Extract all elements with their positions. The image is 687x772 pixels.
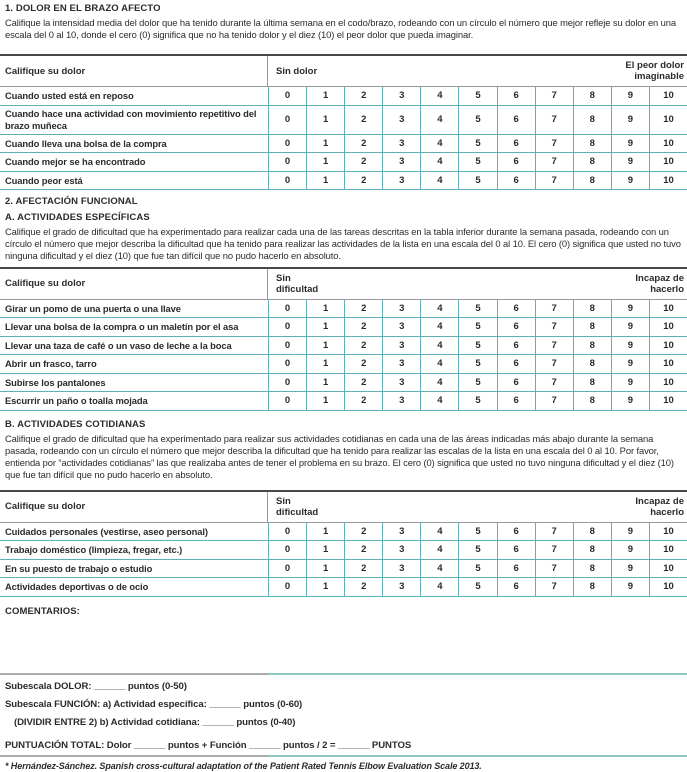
section-pain-title: 1. DOLOR EN EL BRAZO AFECTO — [5, 3, 161, 14]
pain-rating-table — [0, 54, 687, 190]
scale-option-7[interactable]: 7 — [535, 337, 573, 355]
table-row — [0, 106, 687, 135]
scale-option-5[interactable]: 5 — [458, 578, 496, 596]
scale-option-8[interactable]: 8 — [573, 337, 611, 355]
scale-option-5[interactable]: 5 — [458, 153, 496, 171]
table-header-caption: Califique su dolor — [0, 492, 268, 522]
scale-option-10[interactable]: 10 — [649, 300, 687, 318]
scale-option-1[interactable]: 1 — [306, 374, 344, 392]
scale-option-0[interactable]: 0 — [268, 153, 306, 171]
scale-option-6[interactable]: 6 — [497, 578, 535, 596]
scale-option-4[interactable]: 4 — [420, 300, 458, 318]
scale-option-8[interactable]: 8 — [573, 523, 611, 541]
scale-option-7[interactable]: 7 — [535, 87, 573, 105]
scale-option-2[interactable]: 2 — [344, 560, 382, 578]
scale-option-8[interactable]: 8 — [573, 578, 611, 596]
scale-max-label: El peor dolor imaginable — [625, 60, 684, 82]
scale-option-3[interactable]: 3 — [382, 135, 420, 153]
table-header — [0, 269, 687, 300]
scale-option-0[interactable]: 0 — [268, 87, 306, 105]
scale-option-7[interactable]: 7 — [535, 172, 573, 190]
scale-min-label: Sin dificultad — [276, 272, 319, 295]
scale-option-4[interactable]: 4 — [420, 106, 458, 134]
scale-option-0[interactable]: 0 — [268, 355, 306, 373]
scale-option-0[interactable]: 0 — [268, 560, 306, 578]
total-score-line: PUNTUACIÓN TOTAL: Dolor ______ puntos + Función ______ puntos / 2 = ______ PUNTOS — [5, 739, 412, 751]
row-label: Trabajo doméstico (limpieza, fregar, etc.) — [5, 544, 183, 555]
scale-option-1[interactable]: 1 — [306, 523, 344, 541]
scale-option-4[interactable]: 4 — [420, 374, 458, 392]
table-row — [0, 578, 687, 597]
scale-option-8[interactable]: 8 — [573, 135, 611, 153]
scale-option-0[interactable]: 0 — [268, 300, 306, 318]
table-header-caption: Califique su dolor — [0, 269, 268, 299]
scale-option-4[interactable]: 4 — [420, 318, 458, 336]
scale-option-0[interactable]: 0 — [268, 318, 306, 336]
scale-option-4[interactable]: 4 — [420, 560, 458, 578]
scale-endpoint-labels — [268, 492, 687, 522]
table-rows — [0, 300, 687, 411]
scale-endpoint-labels — [268, 56, 687, 86]
subsection-b-instructions: Califique el grado de dificultad que ha experimentado para realizar sus actividades cotidianas en cada una de las áreas indicadas más abajo durante la semana pasada, rodeando con un círculo el número que mejor describa la dificultad que ha tenido para realizar las escalas de la lista en una escala del 0 al 10. Por favor, entienda por “actividades cotidianas” las que realizaba antes de tener el problema en su brazo. El cero (0) significa que usted no tuvo ninguna dificultad y el diez (10) que fue tan difícil que no pudo hacerlo en absoluto. — [5, 432, 674, 480]
scale-option-2[interactable]: 2 — [344, 87, 382, 105]
comments-label: COMENTARIOS: — [5, 605, 80, 617]
table-row — [0, 318, 687, 337]
row-label: Cuidados personales (vestirse, aseo personal) — [5, 525, 208, 537]
scale-option-1[interactable]: 1 — [306, 106, 344, 134]
scale-option-9[interactable]: 9 — [611, 374, 649, 392]
scale-option-10[interactable]: 10 — [649, 374, 687, 392]
scale-option-1[interactable]: 1 — [306, 318, 344, 336]
scale-option-7[interactable]: 7 — [535, 560, 573, 578]
scale-option-4[interactable]: 4 — [420, 153, 458, 171]
scale-option-4[interactable]: 4 — [420, 392, 458, 410]
table-row — [0, 300, 687, 319]
scale-option-9[interactable]: 9 — [611, 106, 649, 134]
scale-option-9[interactable]: 9 — [611, 560, 649, 578]
scale-option-3[interactable]: 3 — [382, 578, 420, 596]
table-row — [0, 337, 687, 356]
scale-option-4[interactable]: 4 — [420, 337, 458, 355]
scale-option-9[interactable]: 9 — [611, 337, 649, 355]
scale-option-5[interactable]: 5 — [458, 87, 496, 105]
scale-min-label: Sin dolor — [276, 65, 318, 77]
scale-option-6[interactable]: 6 — [497, 106, 535, 134]
scale-option-0[interactable]: 0 — [268, 172, 306, 190]
scale-option-2[interactable]: 2 — [344, 106, 382, 134]
scale-option-5[interactable]: 5 — [458, 318, 496, 336]
scale-option-5[interactable]: 5 — [458, 392, 496, 410]
scale-option-7[interactable]: 7 — [535, 355, 573, 373]
row-label: Abrir un frasco, tarro — [5, 358, 97, 369]
scale-option-2[interactable]: 2 — [344, 374, 382, 392]
scale-option-6[interactable]: 6 — [497, 87, 535, 105]
scale-option-4[interactable]: 4 — [420, 578, 458, 596]
scale-option-5[interactable]: 5 — [458, 541, 496, 559]
row-label: Escurrir un paño o toalla mojada — [5, 395, 148, 406]
scale-option-5[interactable]: 5 — [458, 523, 496, 541]
scale-option-6[interactable]: 6 — [497, 300, 535, 318]
scale-option-2[interactable]: 2 — [344, 300, 382, 318]
scale-option-5[interactable]: 5 — [458, 337, 496, 355]
table-header — [0, 56, 687, 87]
scale-option-7[interactable]: 7 — [535, 106, 573, 134]
scale-option-5[interactable]: 5 — [458, 106, 496, 134]
scale-endpoint-labels — [268, 269, 687, 299]
scale-option-3[interactable]: 3 — [382, 172, 420, 190]
scale-option-7[interactable]: 7 — [535, 523, 573, 541]
scale-option-10[interactable]: 10 — [649, 392, 687, 410]
scale-option-6[interactable]: 6 — [497, 337, 535, 355]
divider-line — [0, 673, 687, 675]
scale-option-10[interactable]: 10 — [649, 135, 687, 153]
scale-option-8[interactable]: 8 — [573, 153, 611, 171]
scale-option-1[interactable]: 1 — [306, 392, 344, 410]
scale-option-2[interactable]: 2 — [344, 337, 382, 355]
scale-option-9[interactable]: 9 — [611, 300, 649, 318]
scale-option-0[interactable]: 0 — [268, 135, 306, 153]
table-rows — [0, 523, 687, 597]
scale-option-8[interactable]: 8 — [573, 374, 611, 392]
scale-option-4[interactable]: 4 — [420, 172, 458, 190]
subsection-b-title: B. ACTIVIDADES COTIDIANAS — [5, 418, 146, 430]
scale-option-9[interactable]: 9 — [611, 523, 649, 541]
row-label: Llevar una taza de café o un vaso de leche a la boca — [5, 339, 232, 351]
scale-option-6[interactable]: 6 — [497, 523, 535, 541]
table-row — [0, 355, 687, 374]
scale-option-4[interactable]: 4 — [420, 135, 458, 153]
row-label: Cuando mejor se ha encontrado — [5, 156, 146, 167]
scale-option-1[interactable]: 1 — [306, 541, 344, 559]
scale-option-10[interactable]: 10 — [649, 523, 687, 541]
scale-option-2[interactable]: 2 — [344, 172, 382, 190]
scale-option-2[interactable]: 2 — [344, 392, 382, 410]
scale-option-1[interactable]: 1 — [306, 300, 344, 318]
scale-option-5[interactable]: 5 — [458, 300, 496, 318]
scale-option-5[interactable]: 5 — [458, 560, 496, 578]
scale-option-6[interactable]: 6 — [497, 560, 535, 578]
scale-option-3[interactable]: 3 — [382, 106, 420, 134]
citation-footnote: * Hernández-Sánchez. Spanish cross-cultural adaptation of the Patient Rated Tennis Elbow Evaluation Scale 2013. — [5, 760, 482, 771]
divider-line — [0, 755, 687, 757]
scale-option-3[interactable]: 3 — [382, 541, 420, 559]
scale-max-label: Incapaz de hacerlo — [635, 272, 684, 295]
scale-option-10[interactable]: 10 — [649, 106, 687, 134]
scale-min-label: Sin dificultad — [276, 495, 319, 518]
subsection-a-instructions: Califique el grado de dificultad que ha experimentado para realizar cada una de las tareas descritas en la tabla inferior durante la semana pasada, rodeando con un círculo el número que mejor describa la dificultad que ha tenido para realizar las actividades de la lista en una escala del 0 al 10. El cero (0) significa que usted no tuvo ninguna dificultad y el diez (10) que fue tan difícil que no pudo hacerlo en absoluto. — [5, 225, 681, 261]
scale-option-3[interactable]: 3 — [382, 318, 420, 336]
scale-option-5[interactable]: 5 — [458, 172, 496, 190]
scale-option-10[interactable]: 10 — [649, 172, 687, 190]
scale-option-10[interactable]: 10 — [649, 355, 687, 373]
scale-option-7[interactable]: 7 — [535, 153, 573, 171]
scale-option-0[interactable]: 0 — [268, 523, 306, 541]
scale-option-3[interactable]: 3 — [382, 392, 420, 410]
scale-option-9[interactable]: 9 — [611, 135, 649, 153]
scale-option-1[interactable]: 1 — [306, 578, 344, 596]
scale-option-0[interactable]: 0 — [268, 106, 306, 134]
scale-option-7[interactable]: 7 — [535, 135, 573, 153]
scale-option-3[interactable]: 3 — [382, 355, 420, 373]
table-header-caption: Califique su dolor — [0, 56, 268, 86]
scale-option-3[interactable]: 3 — [382, 337, 420, 355]
row-label: En su puesto de trabajo o estudio — [5, 562, 153, 574]
scale-option-8[interactable]: 8 — [573, 300, 611, 318]
scale-option-9[interactable]: 9 — [611, 153, 649, 171]
scale-max-label: Incapaz de hacerlo — [635, 495, 684, 518]
section-pain-instructions: Califique la intensidad media del dolor que ha tenido durante la última semana en el codo/brazo, rodeando con un círculo el número que mejor refleje su dolor en una escala del 0 al 10, donde el cero (0) significa que no ha tenido dolor y el diez (10) el peor dolor que pueda imaginar. — [5, 17, 677, 40]
table-rows — [0, 87, 687, 190]
scale-option-0[interactable]: 0 — [268, 374, 306, 392]
scale-option-1[interactable]: 1 — [306, 153, 344, 171]
row-label: Girar un pomo de una puerta o una llave — [5, 302, 181, 314]
scale-option-8[interactable]: 8 — [573, 560, 611, 578]
subsection-a-title: A. ACTIVIDADES ESPECÍFICAS — [5, 211, 150, 223]
table-row — [0, 560, 687, 579]
scale-option-6[interactable]: 6 — [497, 355, 535, 373]
scale-option-6[interactable]: 6 — [497, 135, 535, 153]
scale-option-10[interactable]: 10 — [649, 153, 687, 171]
scale-option-2[interactable]: 2 — [344, 153, 382, 171]
table-header — [0, 492, 687, 523]
scale-option-4[interactable]: 4 — [420, 523, 458, 541]
scale-option-1[interactable]: 1 — [306, 172, 344, 190]
function-subscale-line-b: (DIVIDIR ENTRE 2) b) Actividad cotidiana: ______ puntos (0-40) — [14, 716, 296, 728]
scale-option-2[interactable]: 2 — [344, 523, 382, 541]
scale-option-5[interactable]: 5 — [458, 135, 496, 153]
table-row — [0, 87, 687, 106]
scale-option-8[interactable]: 8 — [573, 172, 611, 190]
scale-option-9[interactable]: 9 — [611, 392, 649, 410]
scale-option-8[interactable]: 8 — [573, 87, 611, 105]
scale-option-9[interactable]: 9 — [611, 541, 649, 559]
scale-option-2[interactable]: 2 — [344, 318, 382, 336]
scale-option-2[interactable]: 2 — [344, 578, 382, 596]
scale-option-8[interactable]: 8 — [573, 355, 611, 373]
scale-option-5[interactable]: 5 — [458, 374, 496, 392]
scale-option-10[interactable]: 10 — [649, 578, 687, 596]
scale-option-4[interactable]: 4 — [420, 355, 458, 373]
scale-option-6[interactable]: 6 — [497, 318, 535, 336]
scale-option-9[interactable]: 9 — [611, 578, 649, 596]
daily-activities-table — [0, 490, 687, 597]
scale-option-6[interactable]: 6 — [497, 541, 535, 559]
scale-option-7[interactable]: 7 — [535, 300, 573, 318]
scale-option-3[interactable]: 3 — [382, 523, 420, 541]
table-row — [0, 135, 687, 154]
pain-subscale-line: Subescala DOLOR: ______ puntos (0-50) — [5, 680, 187, 692]
table-row — [0, 374, 687, 393]
scale-option-2[interactable]: 2 — [344, 355, 382, 373]
scale-option-1[interactable]: 1 — [306, 560, 344, 578]
table-row — [0, 392, 687, 411]
scale-option-1[interactable]: 1 — [306, 135, 344, 153]
scale-option-10[interactable]: 10 — [649, 318, 687, 336]
table-row — [0, 172, 687, 191]
row-label: Cuando peor está — [5, 174, 83, 186]
scale-option-2[interactable]: 2 — [344, 135, 382, 153]
scale-option-4[interactable]: 4 — [420, 87, 458, 105]
scale-option-3[interactable]: 3 — [382, 560, 420, 578]
row-label: Llevar una bolsa de la compra o un maletín por el asa — [5, 321, 239, 332]
scale-option-0[interactable]: 0 — [268, 392, 306, 410]
scale-option-10[interactable]: 10 — [649, 560, 687, 578]
scale-option-1[interactable]: 1 — [306, 355, 344, 373]
scale-option-1[interactable]: 1 — [306, 337, 344, 355]
row-label: Cuando usted está en reposo — [5, 90, 134, 101]
scale-option-6[interactable]: 6 — [497, 153, 535, 171]
scale-option-7[interactable]: 7 — [535, 541, 573, 559]
row-label: Subirse los pantalones — [5, 376, 106, 388]
function-subscale-line-a: Subescala FUNCIÓN: a) Actividad específica: ______ puntos (0-60) — [5, 698, 303, 710]
scale-option-9[interactable]: 9 — [611, 172, 649, 190]
scale-option-0[interactable]: 0 — [268, 337, 306, 355]
section-function-title: 2. AFECTACIÓN FUNCIONAL — [5, 196, 138, 207]
scale-option-9[interactable]: 9 — [611, 318, 649, 336]
scale-option-7[interactable]: 7 — [535, 374, 573, 392]
scale-option-1[interactable]: 1 — [306, 87, 344, 105]
scale-option-3[interactable]: 3 — [382, 374, 420, 392]
scale-option-3[interactable]: 3 — [382, 87, 420, 105]
row-label: Cuando lleva una bolsa de la compra — [5, 137, 167, 149]
scale-option-9[interactable]: 9 — [611, 355, 649, 373]
table-row — [0, 153, 687, 172]
scale-option-4[interactable]: 4 — [420, 541, 458, 559]
scale-option-10[interactable]: 10 — [649, 541, 687, 559]
scale-option-6[interactable]: 6 — [497, 392, 535, 410]
scale-option-3[interactable]: 3 — [382, 300, 420, 318]
scale-option-7[interactable]: 7 — [535, 578, 573, 596]
row-label: Actividades deportivas o de ocio — [5, 581, 149, 592]
scale-option-8[interactable]: 8 — [573, 106, 611, 134]
scale-option-0[interactable]: 0 — [268, 541, 306, 559]
scale-option-7[interactable]: 7 — [535, 392, 573, 410]
scale-option-6[interactable]: 6 — [497, 172, 535, 190]
scale-option-6[interactable]: 6 — [497, 374, 535, 392]
scale-option-0[interactable]: 0 — [268, 578, 306, 596]
scale-option-5[interactable]: 5 — [458, 355, 496, 373]
table-row — [0, 523, 687, 542]
scale-option-9[interactable]: 9 — [611, 87, 649, 105]
scale-option-10[interactable]: 10 — [649, 87, 687, 105]
scale-option-8[interactable]: 8 — [573, 318, 611, 336]
specific-activities-table — [0, 267, 687, 411]
scale-option-10[interactable]: 10 — [649, 337, 687, 355]
scale-option-2[interactable]: 2 — [344, 541, 382, 559]
scale-option-8[interactable]: 8 — [573, 392, 611, 410]
table-row — [0, 541, 687, 560]
row-label: Cuando hace una actividad con movimiento repetitivo del brazo muñeca — [5, 108, 257, 131]
scale-option-7[interactable]: 7 — [535, 318, 573, 336]
scale-option-3[interactable]: 3 — [382, 153, 420, 171]
scale-option-8[interactable]: 8 — [573, 541, 611, 559]
